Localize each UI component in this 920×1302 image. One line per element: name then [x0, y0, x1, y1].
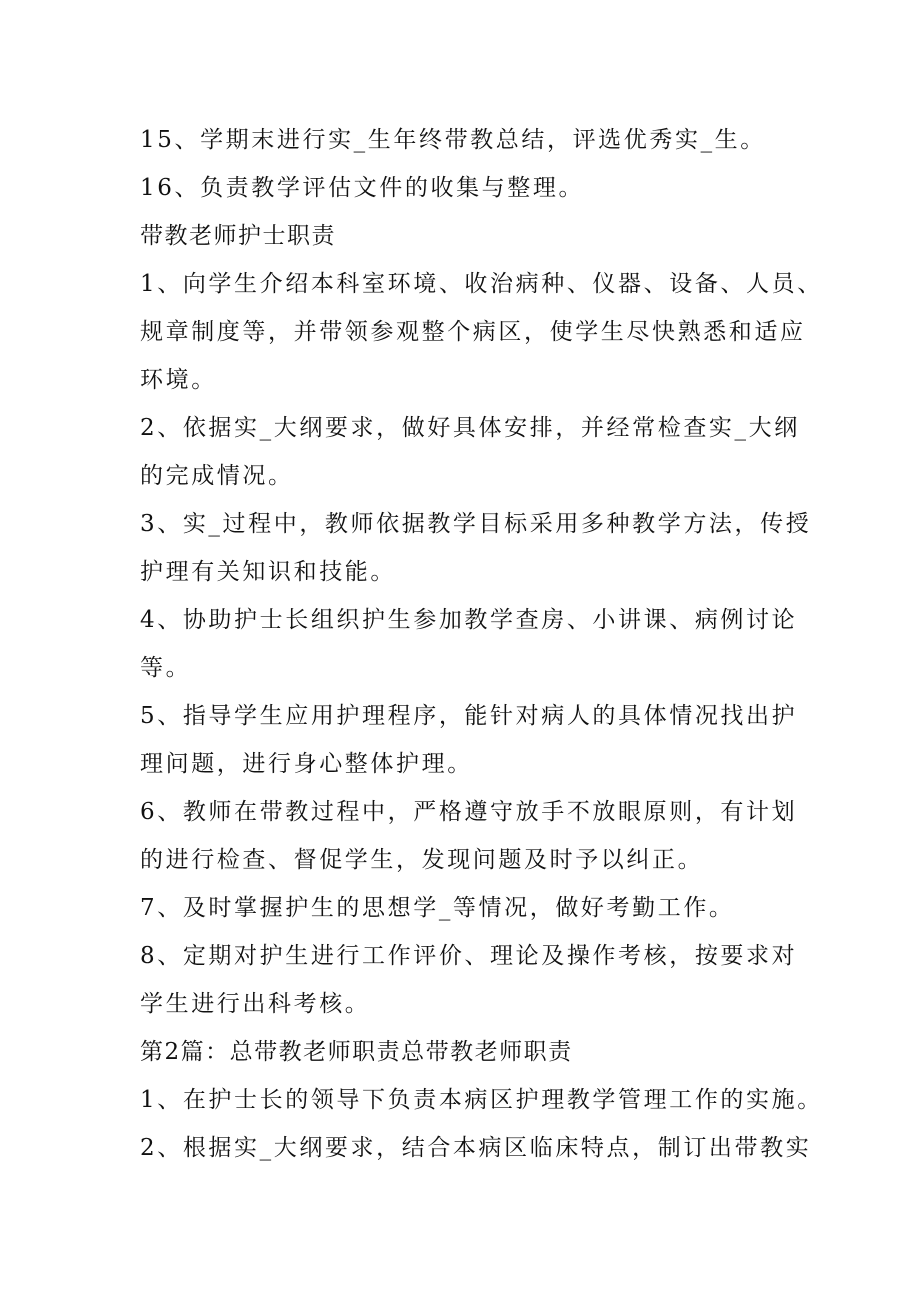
paragraph-line: 等。	[140, 655, 192, 681]
paragraph-line: 环境。	[140, 367, 217, 393]
paragraph-line: 规章制度等，并带领参观整个病区，使学生尽快熟悉和适应	[140, 319, 806, 345]
document-body	[140, 116, 823, 1172]
paragraph-line: 理问题，进行身心整体护理。	[140, 751, 473, 777]
paragraph-line: 5、指导学生应用护理程序，能针对病人的具体情况找出护	[140, 703, 798, 729]
paragraph-line-16: 16、负责教学评估文件的收集与整理。	[140, 175, 585, 201]
paragraph-line: 1、在护士长的领导下负责本病区护理教学管理工作的实施。	[140, 1087, 823, 1113]
section-heading-article-2: 第2篇：总带教老师职责总带教老师职责	[140, 1039, 573, 1065]
paragraph-line-15: 15、学期末进行实_生年终带教总结，评选优秀实_生。	[140, 127, 766, 153]
paragraph-line: 2、依据实_大纲要求，做好具体安排，并经常检查实_大纲	[140, 415, 800, 441]
paragraph-line: 6、教师在带教过程中，严格遵守放手不放眼原则，有计划	[140, 799, 798, 825]
paragraph-line: 护理有关知识和技能。	[140, 559, 396, 585]
paragraph-line: 学生进行出科考核。	[140, 991, 371, 1017]
paragraph-line: 3、实_过程中，教师依据教学目标采用多种教学方法，传授	[140, 511, 812, 537]
paragraph-line: 8、定期对护生进行工作评价、理论及操作考核，按要求对	[140, 943, 798, 969]
paragraph-line: 2、根据实_大纲要求，结合本病区临床特点，制订出带教实	[140, 1135, 812, 1161]
paragraph-line: 的完成情况。	[140, 463, 294, 489]
paragraph-line: 7、及时掌握护生的思想学_等情况，做好考勤工作。	[140, 895, 735, 921]
section-heading-nurse-duties: 带教老师护士职责	[140, 223, 336, 249]
paragraph-line: 1、向学生介绍本科室环境、收治病种、仪器、设备、人员、	[140, 271, 823, 297]
paragraph-line: 4、协助护士长组织护生参加教学查房、小讲课、病例讨论	[140, 607, 798, 633]
paragraph-line: 的进行检查、督促学生，发现问题及时予以纠正。	[140, 847, 704, 873]
